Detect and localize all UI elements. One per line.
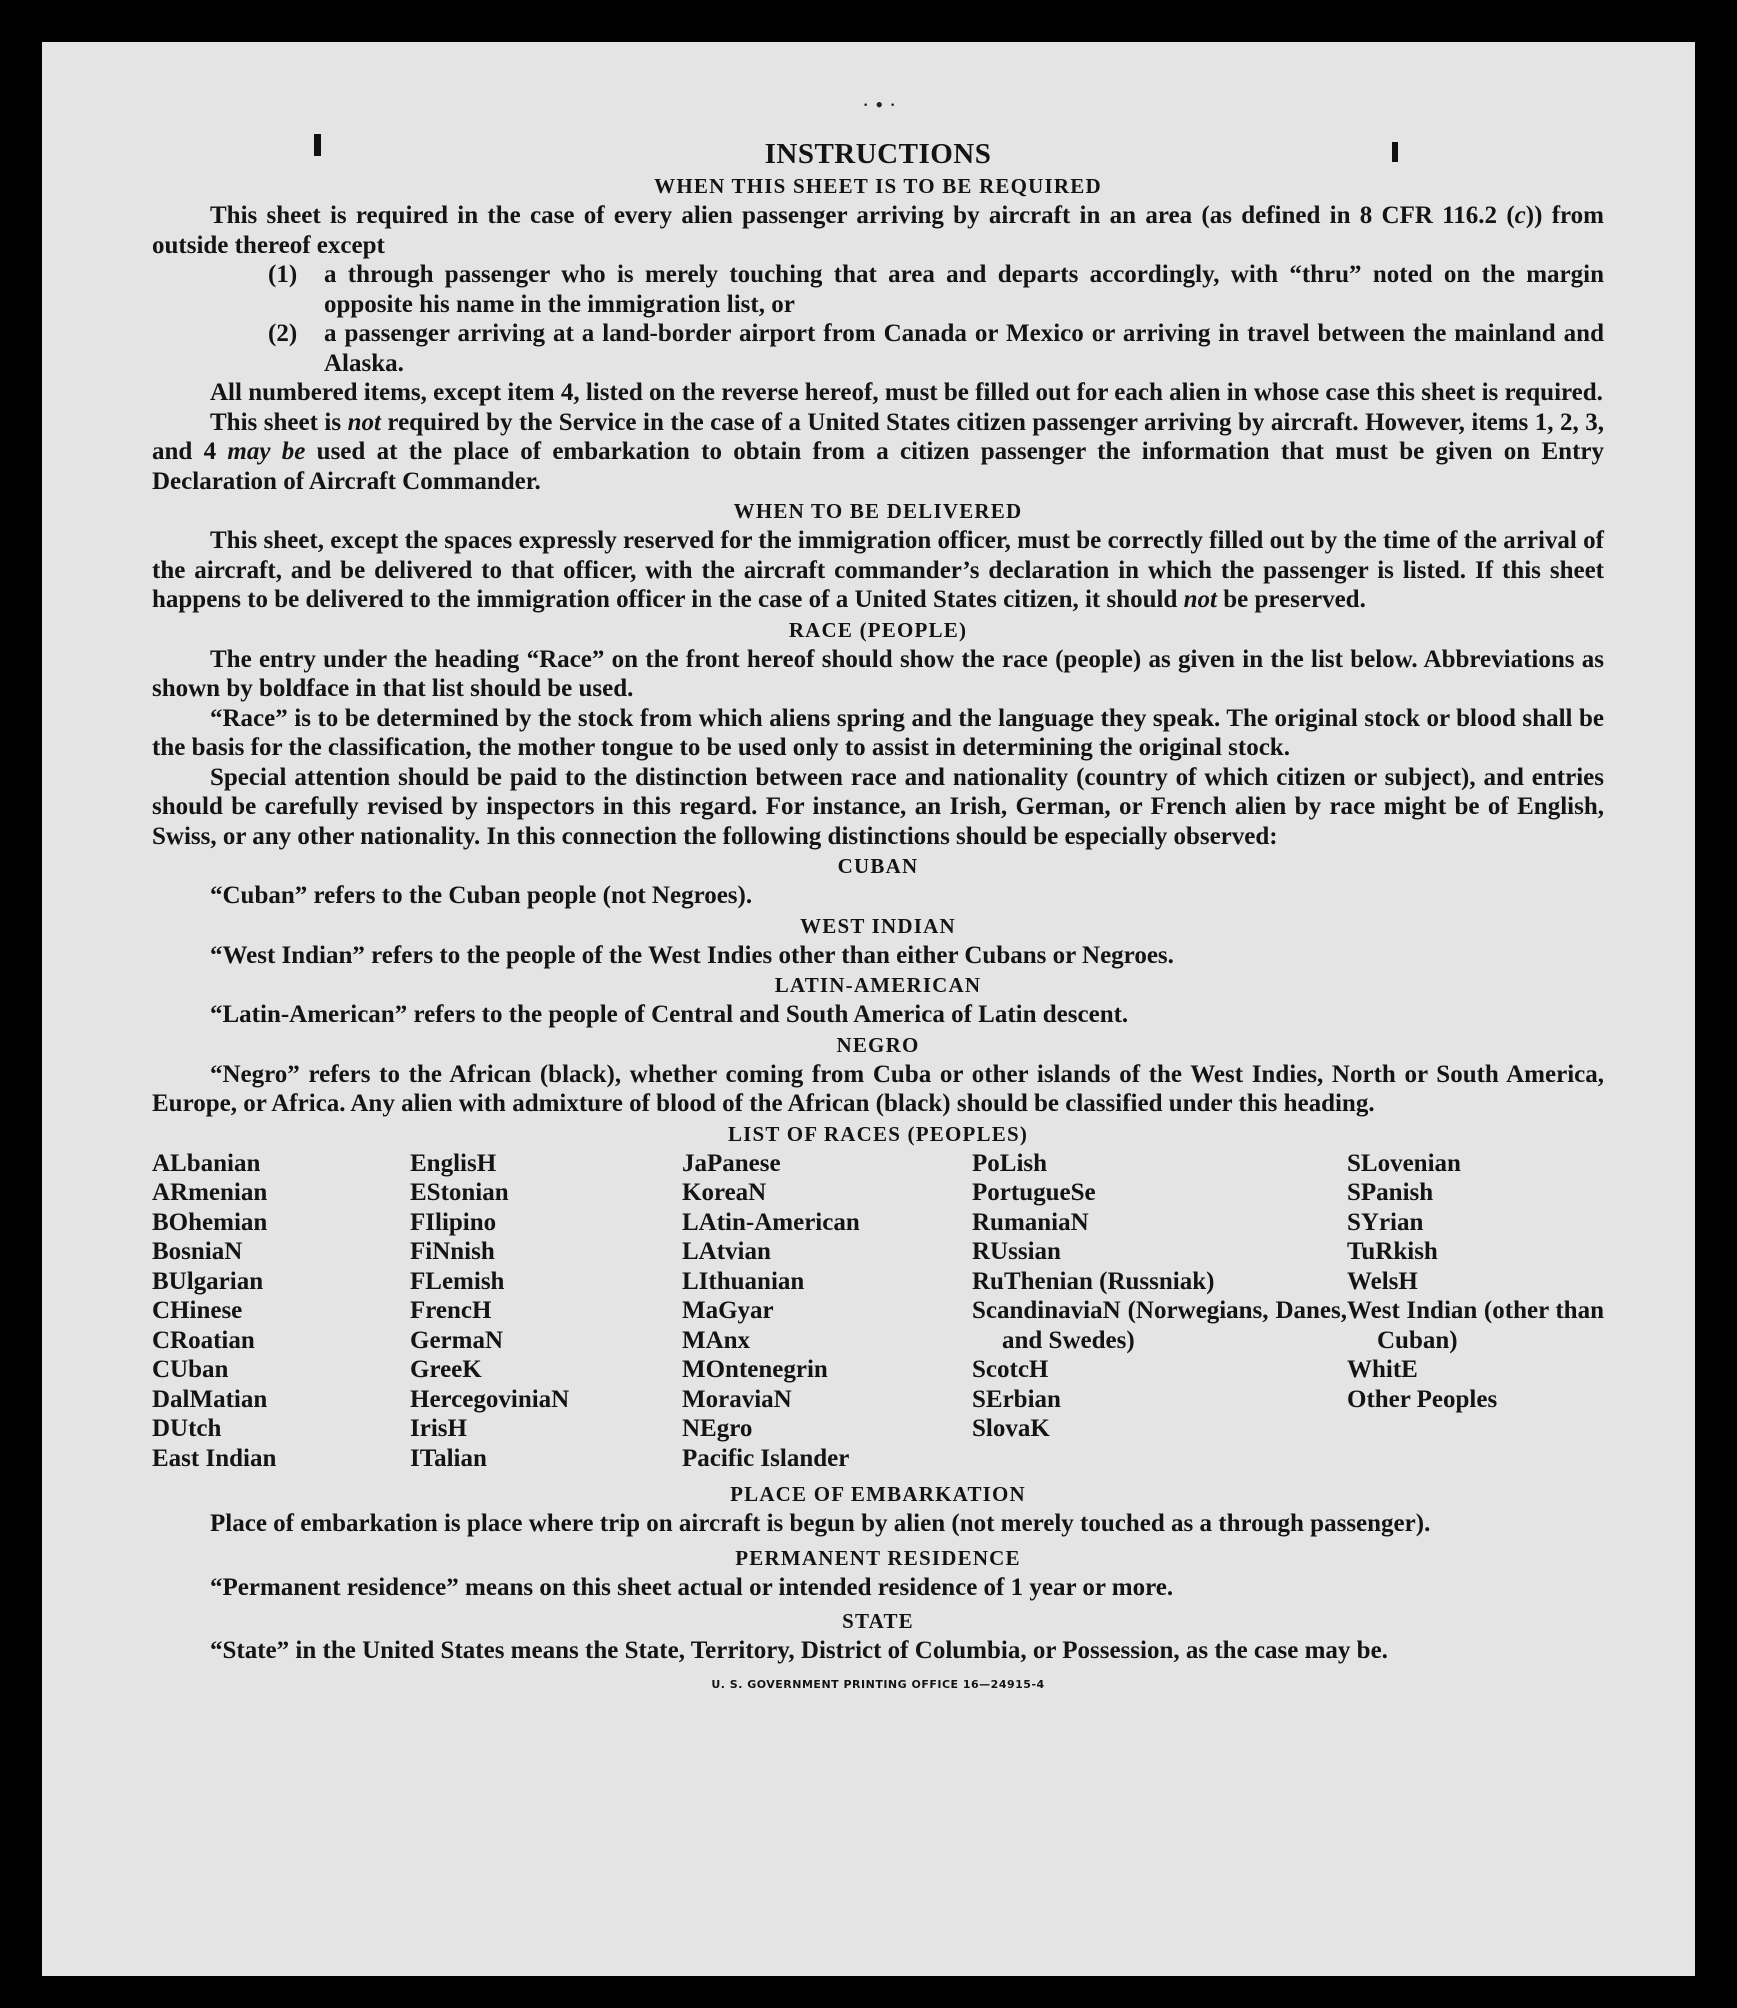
race-entry: Other Peoples	[1347, 1385, 1498, 1413]
race-entry: MaGyar	[682, 1297, 774, 1324]
paragraph-race-stock: “Race” is to be determined by the stock from which aliens spring and the language they speak. The original stock or blood shall be the basis for the classification, the mother tongue to be used only to assist in determining the original stock.	[152, 704, 1604, 761]
race-entry: SPanish	[1347, 1179, 1434, 1206]
race-entry: BUlgarian	[152, 1267, 264, 1295]
text-state: “State” in the United States means the State, Territory, District of Columbia, or Possession, as the case may be.	[210, 1637, 1388, 1664]
heading-when-required: WHEN THIS SHEET IS TO BE REQUIRED	[654, 174, 1102, 198]
decorative-dots: ·•·	[862, 92, 903, 117]
race-entry: MAnx	[682, 1326, 751, 1354]
race-entry: West Indian (other than Cuban)	[1347, 1297, 1604, 1354]
heading-list-of-races: LIST OF RACES (PEOPLES)	[727, 1121, 1029, 1146]
races-column	[682, 1149, 972, 1474]
race-entry: LAtvian	[682, 1238, 771, 1265]
heading-latin-american: LATIN-AMERICAN	[774, 973, 982, 997]
paragraph-items: All numbered items, except item 4, listed on the reverse hereof, must be filled out for each alien in whose case this sheet is required.	[210, 379, 1603, 406]
race-entry: FLemish	[410, 1267, 505, 1295]
exception-item: (1) a through passenger who is merely touching that area and departs accordingly, with “thru” noted on the margin opposite his name in the immigration list, or	[268, 261, 1604, 318]
race-entry: GermaN	[410, 1326, 504, 1354]
heading-state: STATE	[842, 1609, 914, 1633]
document-sheet	[42, 42, 1695, 1976]
race-entry: Pacific Islander	[682, 1444, 850, 1472]
race-entry: PortugueSe	[972, 1179, 1096, 1206]
races-column	[410, 1149, 682, 1474]
heading-cuban: CUBAN	[837, 854, 919, 878]
race-entry: RumaniaN	[972, 1208, 1089, 1236]
paragraph-delivered: This sheet, except the spaces expressly reserved for the immigration officer, must be correctly filled out by the time of the arrival of the aircraft, and be delivered to that officer, with the aircraft commander’s declaration in which the passenger is listed. If this sheet happens to be delivered to the immigration officer in the case of a United States citizen, it should not be preserved.	[152, 527, 1604, 613]
race-entry: CHinese	[152, 1297, 243, 1324]
exception-item: (2) a passenger arriving at a land-border airport from Canada or Mexico or arriving in travel between the mainland and Alaska.	[268, 320, 1604, 377]
race-entry: MOntenegrin	[682, 1356, 828, 1383]
race-entry: East Indian	[152, 1444, 277, 1472]
race-entry: DalMatian	[152, 1385, 268, 1413]
heading-residence: PERMANENT RESIDENCE	[735, 1545, 1021, 1570]
race-entry: FrencH	[410, 1297, 492, 1324]
race-entry: EnglisH	[410, 1149, 497, 1177]
race-entry: BOhemian	[152, 1208, 268, 1236]
heading-when-delivered: WHEN TO BE DELIVERED	[733, 499, 1023, 523]
race-entry: SErbian	[972, 1385, 1061, 1413]
race-entry: FiNnish	[410, 1238, 495, 1265]
paragraph-race-distinction: Special attention should be paid to the distinction between race and nationality (country of which citizen or subject), and entries should be carefully revised by inspectors in this regard. For instance, an Irish, German, or French alien by race might be of English, Swiss, or any other nationality. In this connection the following distinctions should be especially observed:	[152, 763, 1604, 850]
race-entry: ScotcH	[972, 1356, 1049, 1383]
text-negro: “Negro” refers to the African (black), whether coming from Cuba or other islands of the West Indies, North or South America, Europe, or Africa. Any alien with admixture of blood of the African (black) should be classified under this heading.	[152, 1060, 1604, 1117]
race-entry: ITalian	[410, 1444, 487, 1472]
races-table	[152, 1149, 1604, 1474]
race-entry: WhitE	[1347, 1356, 1418, 1383]
race-entry: ALbanian	[152, 1149, 261, 1177]
page-title: INSTRUCTIONS	[764, 138, 992, 170]
instructions-content	[152, 97, 1604, 1699]
race-entry: SYrian	[1347, 1208, 1424, 1236]
exception-list	[152, 260, 1604, 378]
race-entry: IrisH	[410, 1415, 467, 1442]
text-embarkation: Place of embarkation is place where trip on aircraft is begun by alien (not merely touched as a through passenger).	[210, 1510, 1431, 1537]
race-entry: SlovaK	[972, 1415, 1050, 1442]
heading-embarkation: PLACE OF EMBARKATION	[730, 1482, 1026, 1506]
races-column	[972, 1149, 1347, 1474]
race-entry: MoraviaN	[682, 1385, 792, 1413]
race-entry: LAtin-American	[682, 1208, 860, 1236]
race-entry: RuThenian (Russniak)	[972, 1267, 1215, 1295]
printer-imprint: U. S. GOVERNMENT PRINTING OFFICE 16—24915‑4	[711, 1677, 1045, 1691]
text-cuban: “Cuban” refers to the Cuban people (not Negroes).	[210, 882, 753, 909]
race-entry: ScandinaviaN (Norwegians, Danes, and Swedes)	[972, 1297, 1347, 1354]
races-column	[1347, 1149, 1604, 1474]
race-entry: EStonian	[410, 1179, 509, 1206]
race-entry: WelsH	[1347, 1267, 1418, 1295]
text-residence: “Permanent residence” means on this sheet actual or intended residence of 1 year or more.	[210, 1573, 1174, 1601]
race-entry: GreeK	[410, 1356, 482, 1383]
race-entry: NEgro	[682, 1415, 753, 1442]
race-entry: FIlipino	[410, 1208, 497, 1236]
text-latin-american: “Latin-American” refers to the people of Central and South America of Latin descent.	[210, 1001, 1129, 1028]
paragraph-required: This sheet is required in the case of every alien passenger arriving by aircraft in an area (as defined in 8 CFR 116.2 (c)) from outside thereof except	[152, 202, 1604, 259]
race-entry: BosniaN	[152, 1238, 243, 1265]
race-entry: CRoatian	[152, 1326, 255, 1354]
paragraph-race-entry: The entry under the heading “Race” on the front hereof should show the race (people) as given in the list below. Abbreviations as shown by boldface in that list should be used.	[152, 645, 1604, 702]
race-entry: ARmenian	[152, 1179, 268, 1206]
heading-west-indian: WEST INDIAN	[800, 913, 956, 938]
races-column	[152, 1149, 410, 1474]
race-entry: JaPanese	[682, 1149, 781, 1177]
race-entry: TuRkish	[1347, 1238, 1438, 1265]
race-entry: KoreaN	[682, 1179, 767, 1206]
heading-negro: NEGRO	[836, 1032, 920, 1057]
race-entry: SLovenian	[1347, 1149, 1461, 1177]
race-entry: CUban	[152, 1356, 229, 1383]
race-entry: DUtch	[152, 1415, 222, 1442]
race-entry: PoLish	[972, 1149, 1048, 1177]
paragraph-citizen: This sheet is not required by the Service in the case of a United States citizen passenger arriving by aircraft. However, items 1, 2, 3, and 4 may be used at the place of embarkation to obtain from a citizen passenger the information that must be given on Entry Declaration of Aircraft Commander.	[152, 408, 1605, 495]
heading-race: RACE (PEOPLE)	[788, 617, 968, 642]
race-entry: HercegoviniaN	[410, 1385, 570, 1413]
text-west-indian: “West Indian” refers to the people of the West Indies other than either Cubans or Negroes.	[210, 941, 1174, 969]
race-entry: LIthuanian	[682, 1267, 805, 1295]
race-entry: RUssian	[972, 1238, 1061, 1265]
